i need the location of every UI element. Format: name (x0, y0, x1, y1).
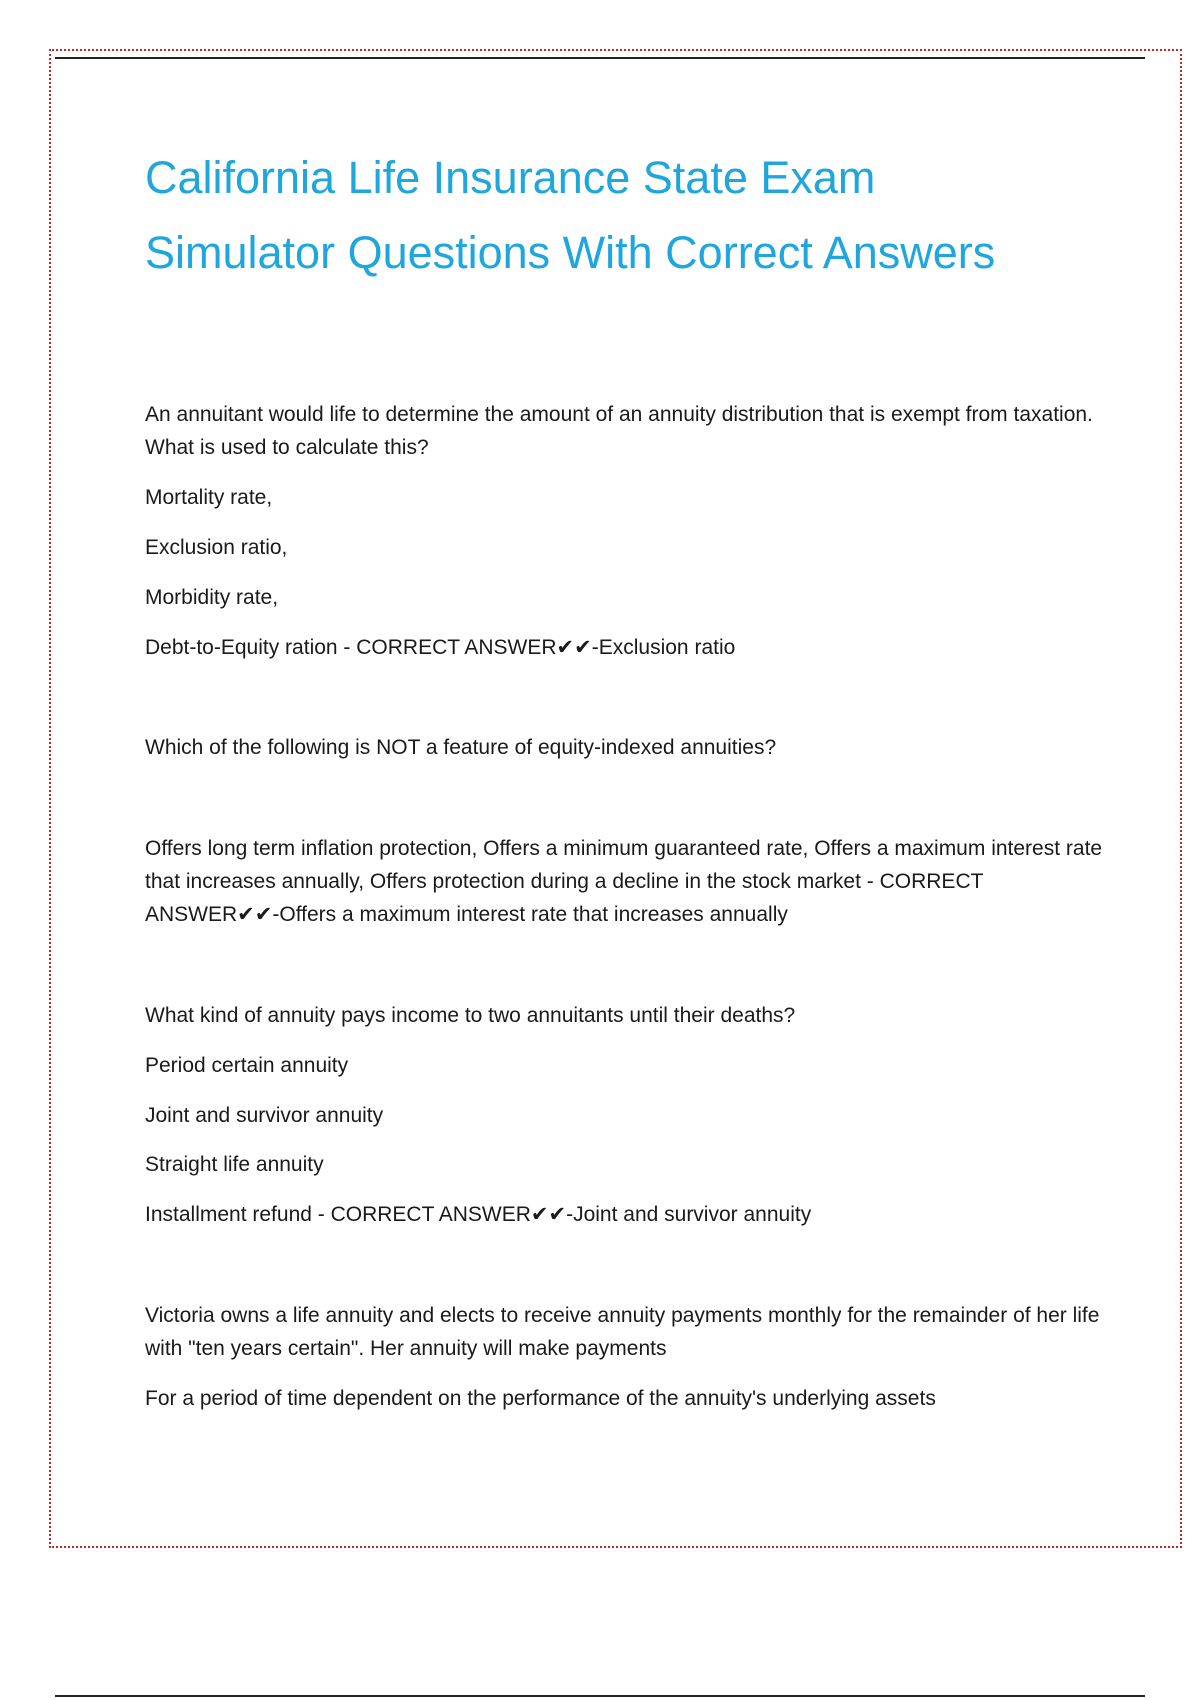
answer-option: Joint and survivor annuity (145, 1104, 384, 1127)
answer-option-with-correct-answer: Debt-to-Equity ration - CORRECT ANSWER✔✔-Exclusion ratio (145, 636, 736, 659)
document-header (145, 140, 1105, 290)
title-line: Simulator Questions With Correct Answers (145, 227, 996, 278)
document-title (145, 140, 1105, 290)
answer-option: Mortality rate, (145, 486, 273, 509)
bottom-rule (55, 1695, 1145, 1697)
question-text: An annuitant would life to determine the amount of an annuity distribution that is exempt from taxation. What is used to calculate this? (145, 403, 1093, 459)
answer-option: Morbidity rate, (145, 586, 279, 609)
answer-option-with-correct-answer: Installment refund - CORRECT ANSWER✔✔-Joint and survivor annuity (145, 1203, 812, 1226)
question-text: What kind of annuity pays income to two annuitants until their deaths? (145, 1004, 796, 1027)
answer-option: Exclusion ratio, (145, 536, 288, 559)
answer-option: Period certain annuity (145, 1054, 349, 1077)
question-text: Victoria owns a life annuity and elects to receive annuity payments monthly for the remainder of her life with "ten years certain". Her annuity will make payments (145, 1304, 1100, 1360)
answer-options-with-correct-answer: Offers long term inflation protection, Offers a minimum guaranteed rate, Offers a maximum interest rate that increases annually, Offers protection during a decline in the stock market - CORRECT ANSWER✔✔-Offers a maximum interest rate that increases annually (145, 837, 1103, 926)
top-rule (55, 57, 1145, 59)
title-line: California Life Insurance State Exam (145, 152, 876, 203)
answer-option: Straight life annuity (145, 1153, 324, 1176)
answer-option: For a period of time dependent on the performance of the annuity's underlying assets (145, 1387, 936, 1410)
question-text: Which of the following is NOT a feature of equity-indexed annuities? (145, 736, 777, 759)
